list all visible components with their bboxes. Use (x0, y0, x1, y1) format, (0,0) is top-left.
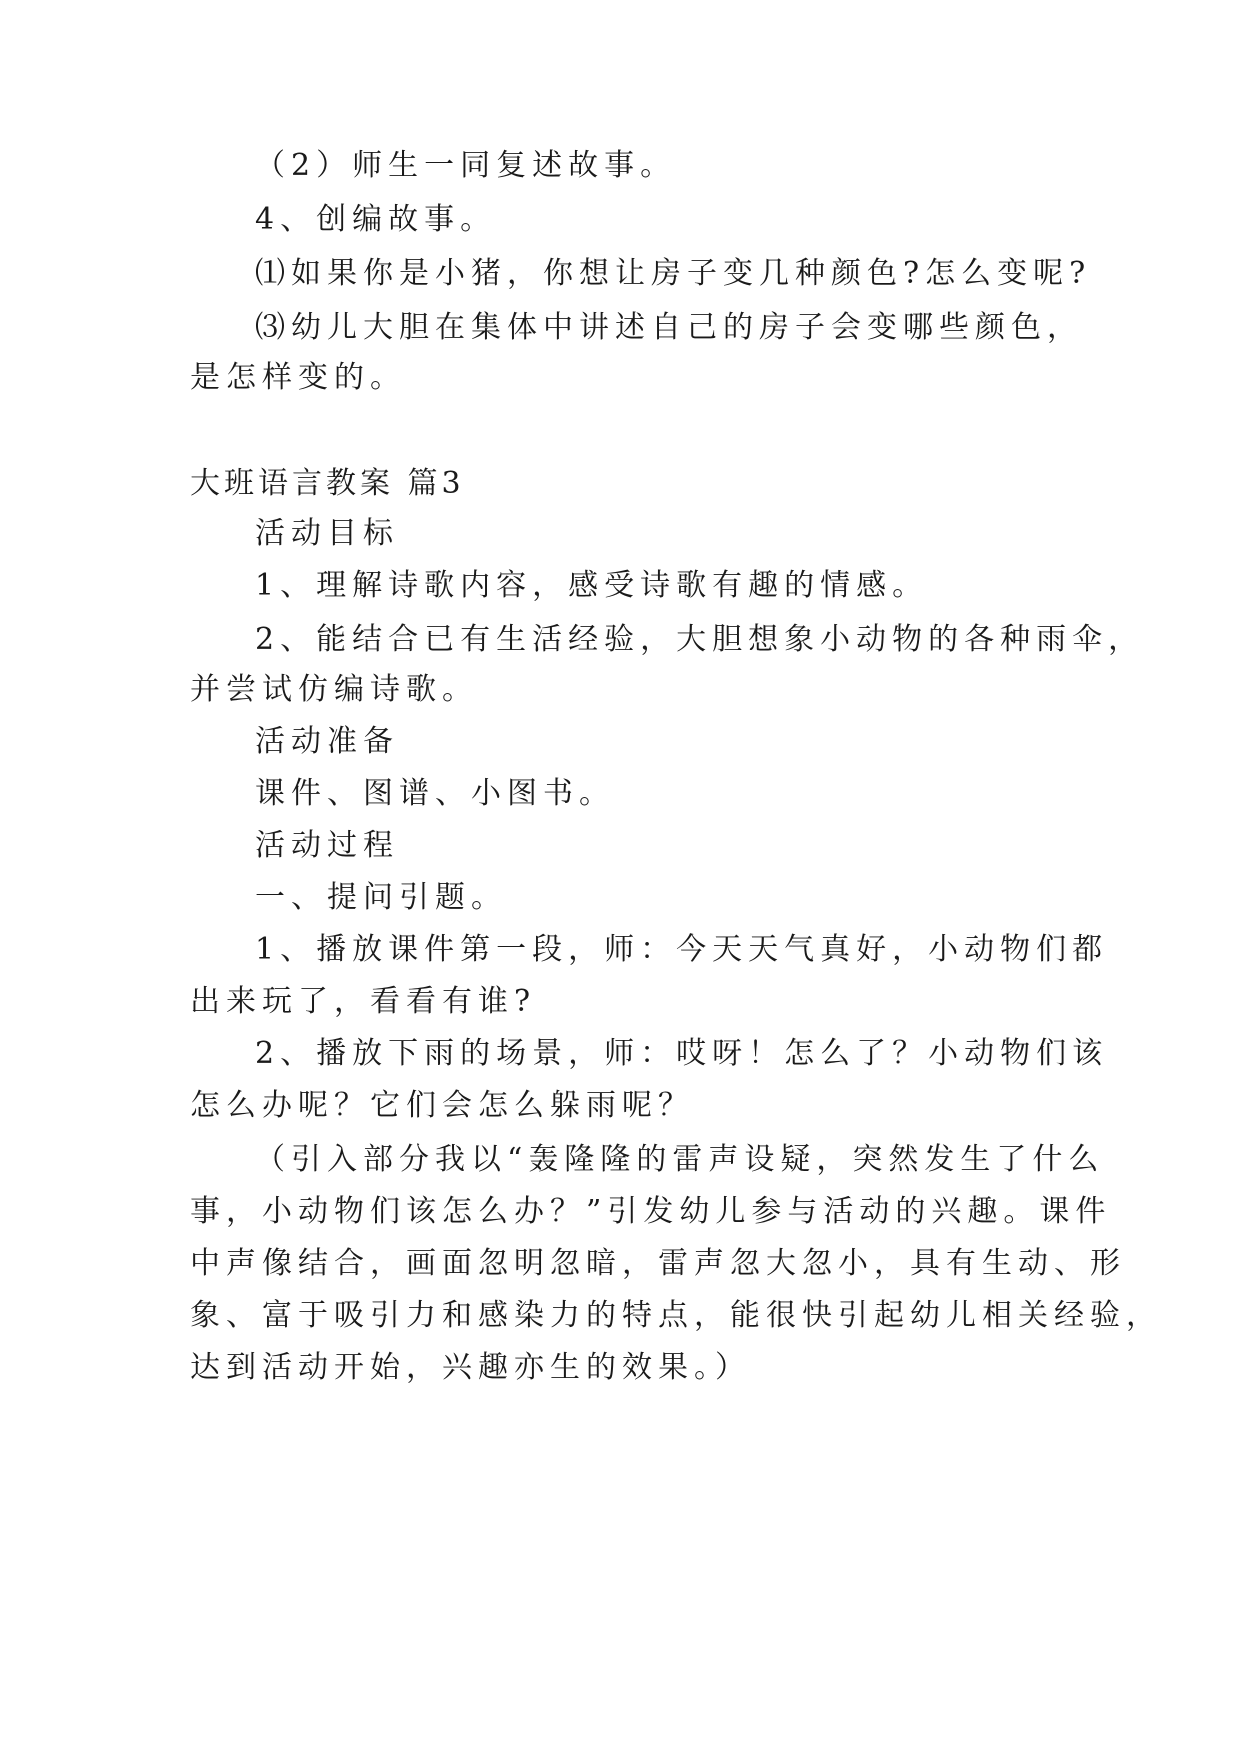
paragraph-line: ⑴如果你是小猪，你想让房子变几种颜色?怎么变呢? (255, 256, 1092, 291)
paragraph-line: （2）师生一同复述故事。 (255, 148, 677, 183)
paragraph-line: 2、播放下雨的场景，师：哎呀！怎么了？小动物们该 (255, 1036, 1109, 1071)
paragraph-line: 怎么办呢？它们会怎么躲雨呢？ (190, 1088, 694, 1123)
paragraph-line: 4、创编故事。 (255, 202, 497, 237)
paragraph-line: 象、富于吸引力和感染力的特点，能很快引起幼儿相关经验， (190, 1298, 1162, 1333)
subheading: 活动目标 (255, 516, 399, 551)
paragraph-line: 中声像结合，画面忽明忽暗，雷声忽大忽小，具有生动、形 (190, 1246, 1126, 1281)
paragraph-line: 2、能结合已有生活经验，大胆想象小动物的各种雨伞， (255, 622, 1145, 657)
subheading: 活动准备 (255, 724, 399, 759)
paragraph-line: 是怎样变的。 (190, 360, 406, 395)
paragraph-line: 一、提问引题。 (255, 880, 507, 915)
section-heading: 大班语言教案 篇3 (190, 466, 465, 501)
paragraph-line: ⑶幼儿大胆在集体中讲述自己的房子会变哪些颜色， (255, 310, 1083, 345)
subheading: 活动过程 (255, 828, 399, 863)
paragraph-line: 并尝试仿编诗歌。 (190, 672, 478, 707)
paragraph-line: （引入部分我以“轰隆隆的雷声设疑，突然发生了什么 (255, 1142, 1105, 1177)
paragraph-line: 1、播放课件第一段，师：今天天气真好，小动物们都 (255, 932, 1109, 967)
paragraph-line: 1、理解诗歌内容，感受诗歌有趣的情感。 (255, 568, 929, 603)
paragraph-line: 达到活动开始，兴趣亦生的效果。） (190, 1350, 751, 1385)
paragraph-line: 出来玩了，看看有谁? (190, 984, 537, 1019)
paragraph-line: 课件、图谱、小图书。 (255, 776, 615, 811)
paragraph-line: 事，小动物们该怎么办？”引发幼儿参与活动的兴趣。课件 (190, 1194, 1112, 1229)
